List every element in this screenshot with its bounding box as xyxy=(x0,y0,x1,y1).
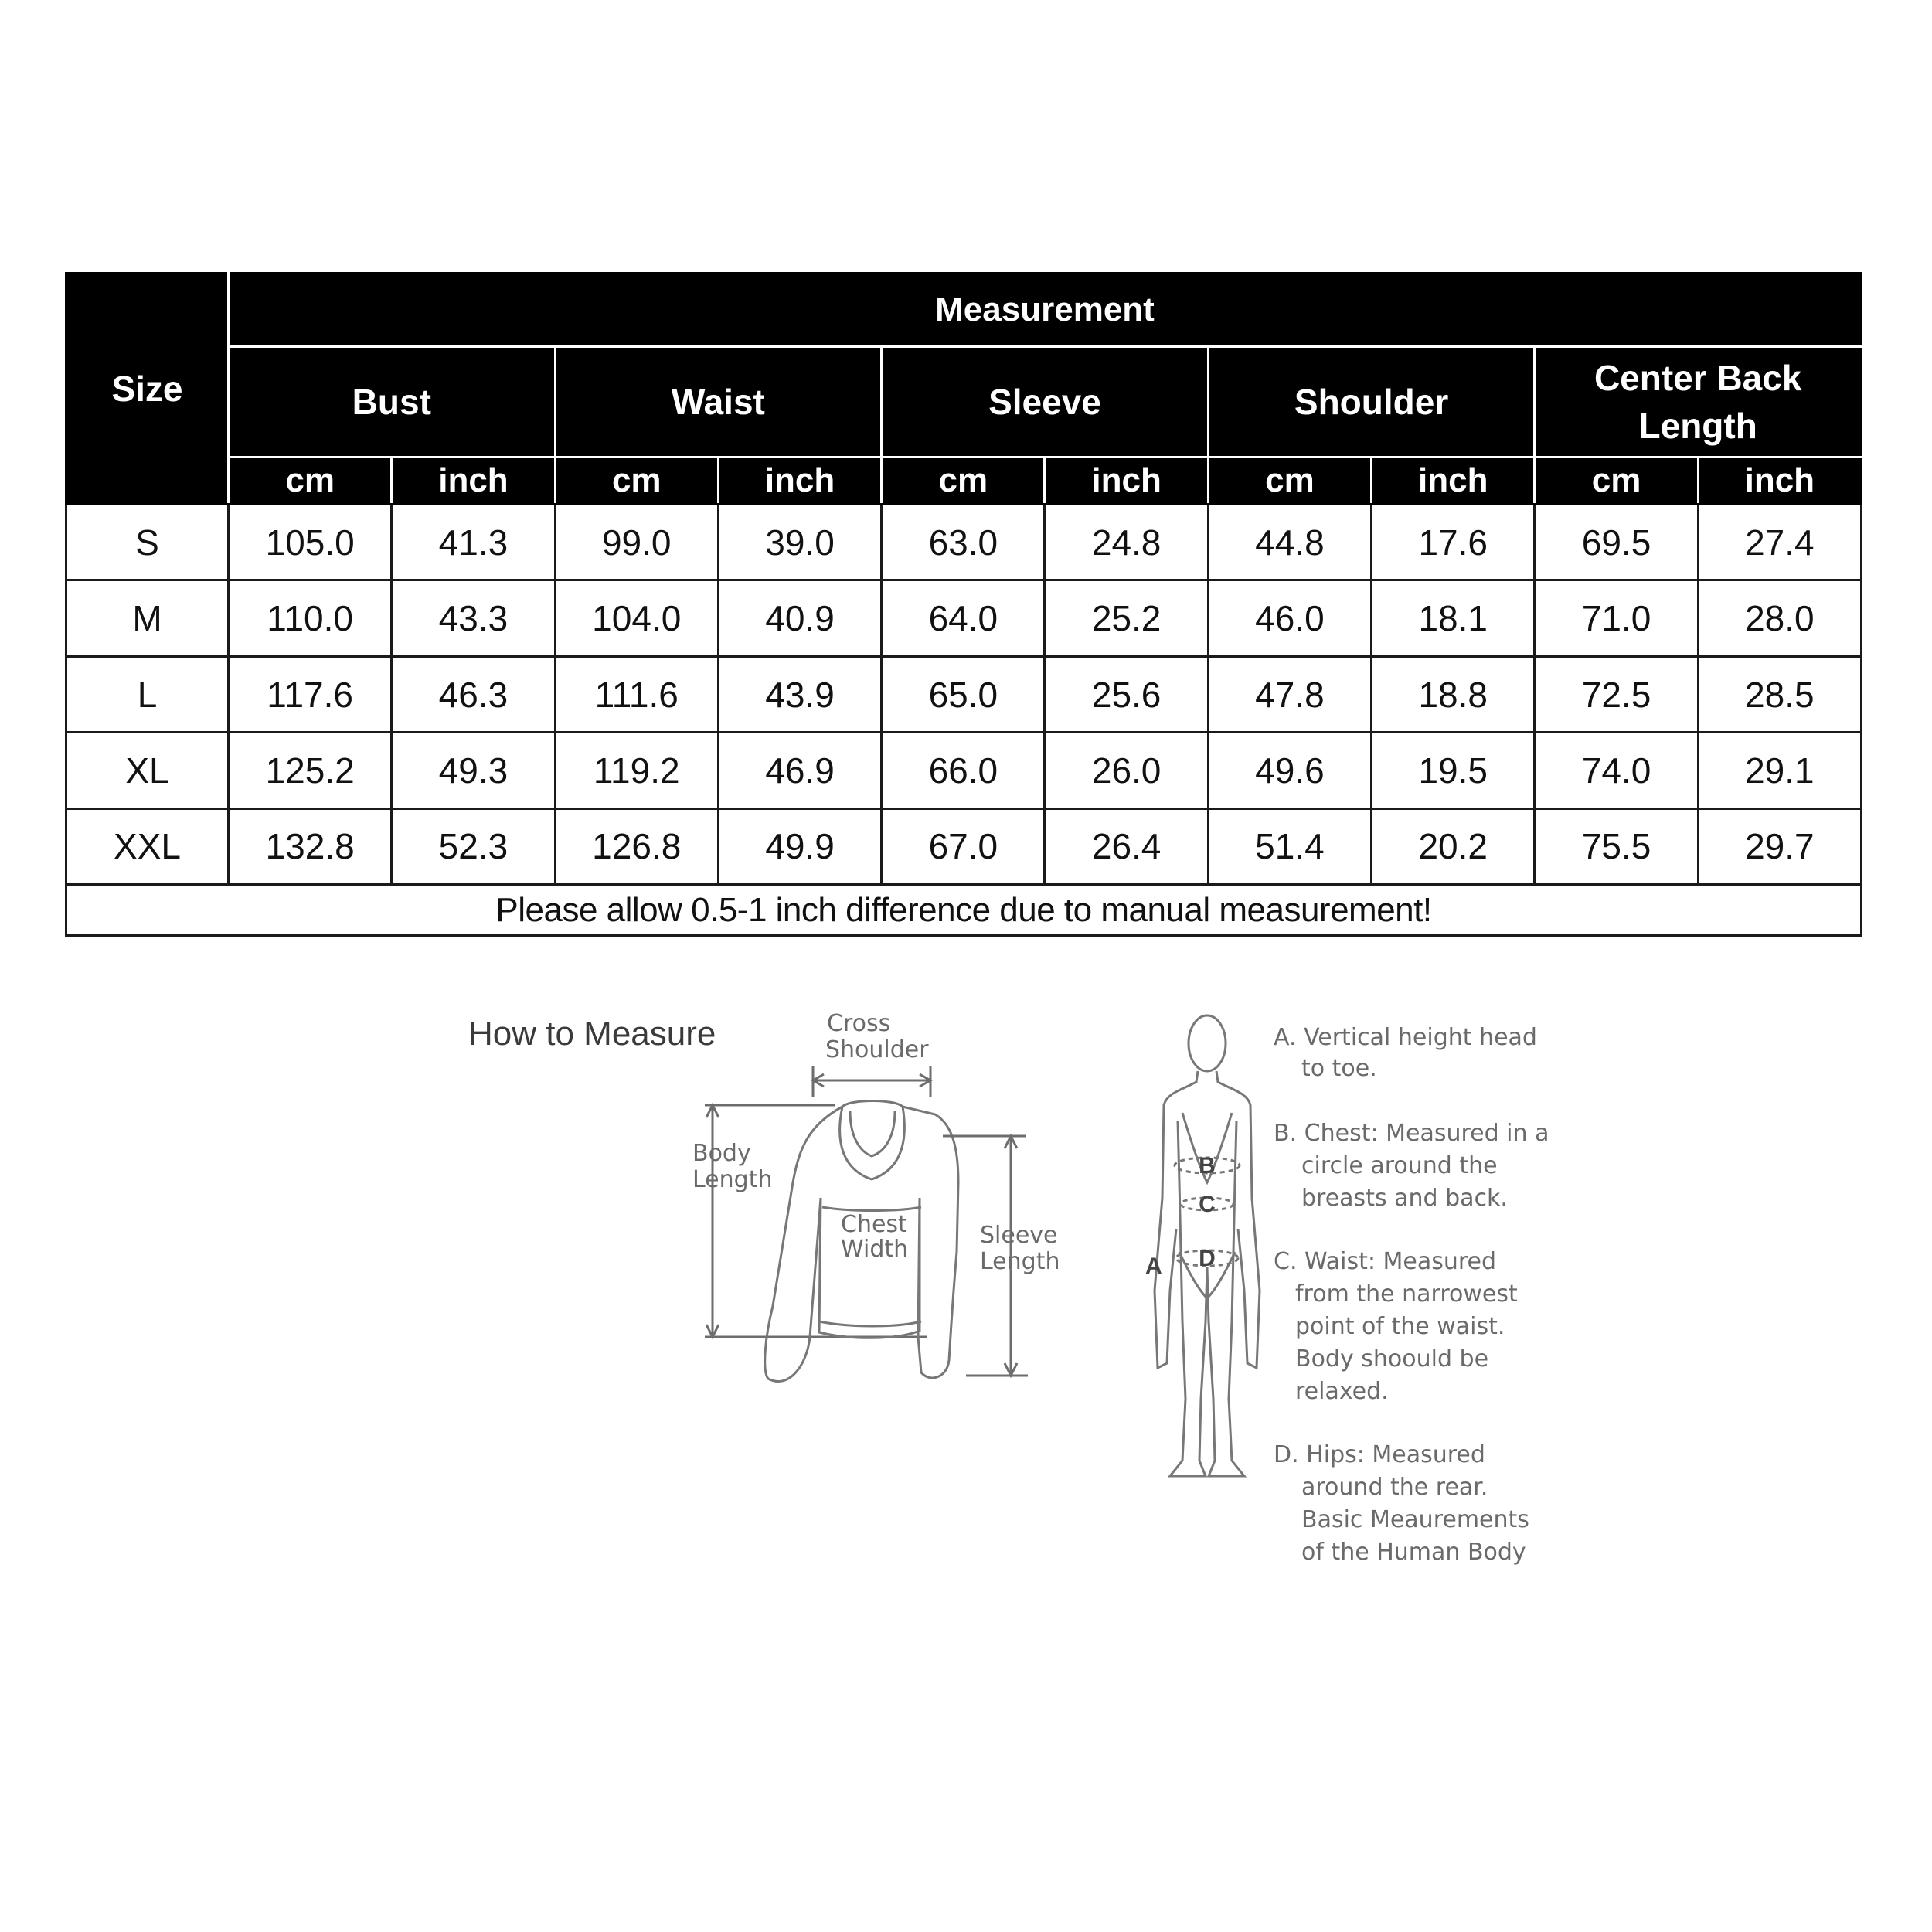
unit-header: inch xyxy=(1372,457,1535,505)
value-cell: 132.8 xyxy=(229,808,392,884)
value-cell: 126.8 xyxy=(555,808,718,884)
value-cell: 75.5 xyxy=(1535,808,1698,884)
body-letter-a: A xyxy=(1145,1253,1162,1279)
note-c-line-5: relaxed. xyxy=(1295,1378,1389,1405)
note-d-line-1: D. Hips: Measured xyxy=(1274,1441,1485,1468)
note-a-line-2: to toe. xyxy=(1301,1055,1377,1082)
size-cell: XL xyxy=(66,733,229,808)
value-cell: 66.0 xyxy=(882,733,1045,808)
unit-header: cm xyxy=(1535,457,1698,505)
table-row xyxy=(66,733,1862,808)
chest-width-label-2: Width xyxy=(841,1236,909,1263)
value-cell: 49.3 xyxy=(392,733,555,808)
body-letter-b: B xyxy=(1199,1153,1216,1179)
note-d-line-2: around the rear. xyxy=(1301,1474,1488,1501)
unit-header: inch xyxy=(1698,457,1861,505)
body-letter-c: C xyxy=(1199,1192,1216,1217)
measurement-note: Please allow 0.5-1 inch difference due to manual measurement! xyxy=(66,885,1862,936)
note-a-line-1: A. Vertical height head xyxy=(1274,1024,1537,1051)
unit-header: inch xyxy=(718,457,881,505)
chest-width-label-1: Chest xyxy=(841,1211,907,1238)
sleeve-length-label-1: Sleeve xyxy=(980,1222,1058,1249)
size-cell: M xyxy=(66,580,229,656)
value-cell: 26.4 xyxy=(1045,808,1208,884)
note-b-line-1: B. Chest: Measured in a xyxy=(1274,1120,1549,1147)
note-c-line-3: point of the waist. xyxy=(1295,1313,1505,1340)
waist-header: Waist xyxy=(555,347,882,457)
unit-header: cm xyxy=(882,457,1045,505)
note-b-line-2: circle around the xyxy=(1301,1152,1498,1179)
center-back-length-line-2: Length xyxy=(1638,406,1757,446)
bust-header: Bust xyxy=(229,347,556,457)
value-cell: 46.0 xyxy=(1208,580,1371,656)
note-d-line-3: Basic Meaurements xyxy=(1301,1506,1529,1533)
value-cell: 63.0 xyxy=(882,505,1045,580)
value-cell: 49.9 xyxy=(718,808,881,884)
how-to-measure-title: How to Measure xyxy=(468,1015,716,1053)
body-length-label-1: Body xyxy=(692,1140,751,1167)
value-cell: 28.0 xyxy=(1698,580,1861,656)
cross-shoulder-arrow xyxy=(813,1066,930,1097)
unit-header: inch xyxy=(392,457,555,505)
value-cell: 29.1 xyxy=(1698,733,1861,808)
center-back-length-line-1: Center Back xyxy=(1594,357,1802,398)
value-cell: 20.2 xyxy=(1372,808,1535,884)
note-row xyxy=(66,885,1862,936)
value-cell: 29.7 xyxy=(1698,808,1861,884)
value-cell: 44.8 xyxy=(1208,505,1371,580)
table-row xyxy=(66,580,1862,656)
sleeve-header: Sleeve xyxy=(882,347,1209,457)
how-to-measure-illustration xyxy=(0,997,1932,1584)
value-cell: 51.4 xyxy=(1208,808,1371,884)
cross-shoulder-label-2: Shoulder xyxy=(825,1036,929,1063)
value-cell: 119.2 xyxy=(555,733,718,808)
value-cell: 26.0 xyxy=(1045,733,1208,808)
value-cell: 47.8 xyxy=(1208,656,1371,732)
measurement-header: Measurement xyxy=(229,274,1862,347)
value-cell: 65.0 xyxy=(882,656,1045,732)
note-d-line-4: of the Human Body xyxy=(1301,1539,1526,1566)
value-cell: 17.6 xyxy=(1372,505,1535,580)
body-letter-d: D xyxy=(1199,1246,1216,1271)
value-cell: 43.9 xyxy=(718,656,881,732)
value-cell: 24.8 xyxy=(1045,505,1208,580)
value-cell: 25.6 xyxy=(1045,656,1208,732)
value-cell: 104.0 xyxy=(555,580,718,656)
value-cell: 105.0 xyxy=(229,505,392,580)
size-cell: S xyxy=(66,505,229,580)
measure-notes xyxy=(1274,1024,1549,1566)
value-cell: 64.0 xyxy=(882,580,1045,656)
cross-shoulder-label-1: Cross xyxy=(827,1010,891,1037)
body-length-label-2: Length xyxy=(692,1166,773,1193)
table-row xyxy=(66,808,1862,884)
value-cell: 43.3 xyxy=(392,580,555,656)
size-cell: L xyxy=(66,656,229,732)
note-b-line-3: breasts and back. xyxy=(1301,1185,1508,1212)
value-cell: 49.6 xyxy=(1208,733,1371,808)
center-back-length-header xyxy=(1535,347,1862,457)
value-cell: 28.5 xyxy=(1698,656,1861,732)
value-cell: 117.6 xyxy=(229,656,392,732)
sleeve-length-label-2: Length xyxy=(980,1248,1060,1275)
value-cell: 25.2 xyxy=(1045,580,1208,656)
unit-header: cm xyxy=(229,457,392,505)
size-header: Size xyxy=(66,274,229,505)
note-c-line-1: C. Waist: Measured xyxy=(1274,1248,1497,1275)
value-cell: 18.8 xyxy=(1372,656,1535,732)
value-cell: 19.5 xyxy=(1372,733,1535,808)
value-cell: 18.1 xyxy=(1372,580,1535,656)
shoulder-header: Shoulder xyxy=(1208,347,1535,457)
value-cell: 69.5 xyxy=(1535,505,1698,580)
value-cell: 111.6 xyxy=(555,656,718,732)
value-cell: 46.3 xyxy=(392,656,555,732)
value-cell: 72.5 xyxy=(1535,656,1698,732)
value-cell: 40.9 xyxy=(718,580,881,656)
value-cell: 46.9 xyxy=(718,733,881,808)
value-cell: 27.4 xyxy=(1698,505,1861,580)
unit-header: cm xyxy=(555,457,718,505)
value-cell: 110.0 xyxy=(229,580,392,656)
size-cell: XXL xyxy=(66,808,229,884)
note-c-line-2: from the narrowest xyxy=(1295,1281,1518,1308)
value-cell: 71.0 xyxy=(1535,580,1698,656)
value-cell: 67.0 xyxy=(882,808,1045,884)
value-cell: 74.0 xyxy=(1535,733,1698,808)
table-row xyxy=(66,656,1862,732)
note-c-line-4: Body shoould be xyxy=(1295,1345,1489,1372)
value-cell: 41.3 xyxy=(392,505,555,580)
value-cell: 99.0 xyxy=(555,505,718,580)
value-cell: 125.2 xyxy=(229,733,392,808)
unit-header: inch xyxy=(1045,457,1208,505)
size-chart-table xyxy=(65,272,1862,937)
value-cell: 39.0 xyxy=(718,505,881,580)
value-cell: 52.3 xyxy=(392,808,555,884)
unit-header: cm xyxy=(1208,457,1371,505)
table-row xyxy=(66,505,1862,580)
